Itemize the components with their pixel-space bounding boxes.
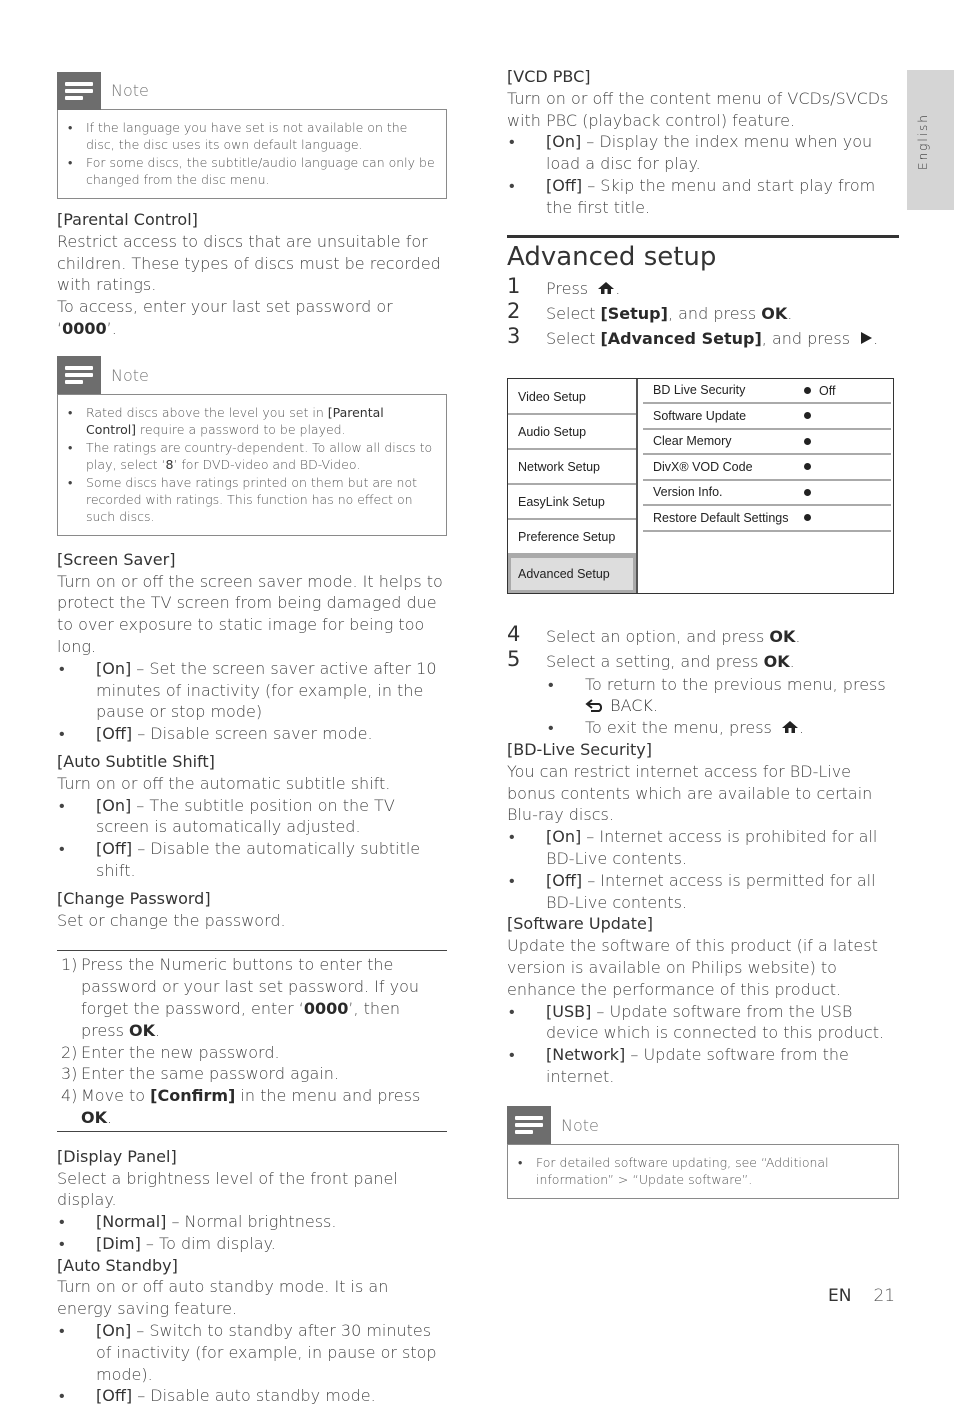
option-item — [507, 870, 899, 914]
section-body: Turn on or off auto standby mode. It is an energy saving feature. — [57, 1277, 389, 1319]
text: [Advanced Setup] — [600, 328, 762, 348]
text: Press the Numeric buttons to enter the password or your last set password. If you forget the password, enter ‘ — [81, 955, 420, 1018]
ok-key: OK — [761, 303, 788, 323]
text: , and press — [761, 328, 851, 348]
option-item — [57, 1233, 447, 1255]
option-label: Restore Default Settings — [653, 510, 789, 525]
text: ’ for DVD-video and BD-Video. — [173, 456, 361, 472]
bullet-icon — [804, 387, 811, 394]
option-label: Software Update — [653, 408, 747, 423]
note-title: Note — [111, 81, 149, 100]
bullet-icon — [804, 489, 811, 496]
text: [Confirm] — [150, 1086, 236, 1106]
section-body: Turn on or off the screen saver mode. It helps to protect the TV screen from being damaged due to over exposure to static image for being too long. — [57, 571, 443, 656]
text: Select — [546, 303, 601, 323]
step-item — [507, 621, 899, 649]
option-label: DivX® VOD Code — [653, 459, 753, 474]
note-list — [58, 110, 446, 198]
step-item — [61, 1063, 447, 1085]
bullet-icon — [804, 438, 811, 445]
section-body: Turn on or off the content menu of VCDs/SVCDs with PBC (playback control) feature. — [507, 88, 889, 130]
sub-item: • To return to the previous menu, press BACK. — [507, 674, 899, 718]
text: . — [154, 1020, 161, 1040]
page-number: 21 — [873, 1286, 896, 1306]
note-header — [57, 357, 447, 395]
section-heading: [VCD PBC] — [507, 67, 591, 86]
option-label: [USB] — [546, 1001, 592, 1021]
advanced-setup-menu-screenshot — [507, 378, 894, 594]
option-list — [507, 1001, 899, 1088]
option-text: – Skip the menu and start play from the first title. — [546, 175, 876, 217]
menu-item-easylink-setup: EasyLink Setup — [508, 487, 636, 520]
note-item — [68, 439, 436, 473]
text: in the menu and press — [235, 1086, 421, 1106]
section-body: Turn on or off the automatic subtitle shift. — [57, 773, 391, 793]
left-column — [57, 72, 447, 1407]
menu-option-divx-vod-code — [643, 455, 891, 481]
text: Enter the same password again. — [81, 1064, 339, 1084]
text: 8 — [165, 456, 174, 472]
option-text: – To dim display. — [140, 1233, 276, 1253]
option-item — [57, 658, 447, 723]
section-heading: [Screen Saver] — [57, 549, 176, 569]
section-change-password — [57, 888, 447, 932]
option-label: [On] — [96, 658, 132, 678]
text: ’, then press — [81, 998, 401, 1040]
step-item: 1 Press . — [507, 273, 621, 298]
text: Select an option, and press — [546, 626, 770, 646]
back-arrow-icon — [585, 698, 605, 712]
section-software-update — [507, 913, 899, 1087]
step-item — [507, 646, 899, 674]
menu-item-preference-setup: Preference Setup — [508, 522, 636, 555]
note-icon — [57, 72, 101, 110]
text: To exit the menu, press — [585, 718, 772, 738]
text: The ratings are country-dependent. To allow all discs to play, select ‘ — [86, 439, 433, 472]
text: . — [789, 651, 795, 671]
option-item — [57, 1211, 447, 1233]
option-text: – The subtitle position on the TV screen is automatically adjusted. — [96, 795, 395, 837]
text: To return to the previous menu, press — [585, 674, 886, 694]
right-column — [507, 66, 899, 1199]
section-screen-saver — [57, 549, 447, 745]
step-number: 2 — [507, 298, 521, 323]
password-steps — [57, 950, 447, 1131]
menu-option-bd-live-security — [643, 379, 891, 405]
section-body: Select a brightness level of the front panel display. — [57, 1168, 398, 1210]
option-label: [Normal] — [96, 1212, 167, 1232]
note-list — [58, 395, 446, 535]
menu-option-version-info — [643, 481, 891, 507]
advanced-steps — [507, 273, 899, 351]
play-right-icon — [859, 331, 873, 345]
page-footer — [828, 1286, 895, 1306]
text: ’. — [106, 318, 117, 338]
step-number: 5 — [507, 646, 521, 671]
code: 0000 — [62, 318, 107, 338]
section-display-panel — [57, 1146, 447, 1255]
option-label: [On] — [96, 795, 132, 815]
option-item — [507, 131, 899, 175]
option-label: Version Info. — [653, 485, 723, 500]
option-label: [Network] — [546, 1045, 626, 1065]
option-text: – Disable the automatically subtitle shift. — [96, 839, 421, 880]
step-item — [61, 1042, 447, 1064]
note-box-language — [57, 72, 447, 199]
section-vcd-pbc — [507, 66, 899, 219]
option-item — [57, 1385, 447, 1407]
section-body: Update the software of this product (if a latest version is available on Philips website) to enhance the performance of this product. — [507, 936, 878, 999]
option-item — [57, 723, 447, 745]
menu-item-network-setup: Network Setup — [508, 452, 636, 485]
text: [Parental Control] — [86, 404, 384, 437]
option-text: – Normal brightness. — [166, 1212, 337, 1232]
option-label: [On] — [96, 1321, 132, 1341]
back-key: BACK — [610, 696, 653, 716]
step-item — [61, 954, 447, 1041]
step-number: 3) — [61, 1064, 78, 1084]
step-number: 4 — [507, 621, 521, 646]
text: . — [107, 1107, 113, 1127]
option-label: [Off] — [546, 870, 583, 890]
section-auto-subtitle-shift — [57, 751, 447, 882]
option-label: [On] — [546, 827, 582, 847]
bullet-icon — [804, 463, 811, 470]
option-list — [57, 1320, 447, 1407]
home-icon — [781, 720, 799, 734]
note-title: Note — [111, 365, 149, 385]
option-text: – Switch to standby after 30 minutes of inactivity (for example, in pause or stop mode). — [96, 1321, 437, 1384]
menu-item-audio-setup: Audio Setup — [508, 417, 636, 450]
text: Enter the new password. — [81, 1042, 280, 1062]
option-list — [57, 658, 447, 745]
text: Select — [546, 328, 601, 348]
option-label: [Dim] — [96, 1233, 141, 1253]
option-label: [Off] — [96, 724, 133, 744]
ok-key: OK — [763, 651, 790, 671]
note-list — [508, 1145, 898, 1198]
note-item: • Some discs have ratings printed on them but are not recorded with ratings. This function has no effect on such discs. — [68, 474, 436, 525]
option-text: – Disable screen saver mode. — [132, 724, 373, 744]
footer-language: EN — [828, 1286, 852, 1306]
option-label: [Off] — [546, 175, 583, 195]
ok-key: OK — [81, 1107, 107, 1127]
note-item: • For detailed software updating, see “Additional information” > “Update software”. — [518, 1154, 888, 1188]
language-label: English — [916, 113, 930, 170]
option-item — [507, 826, 899, 870]
text: require a password to be played. — [136, 421, 346, 437]
text: To access, enter your last set password or ‘ — [57, 297, 393, 338]
menu-categories — [508, 379, 638, 593]
option-label: [Off] — [96, 1386, 133, 1406]
note-box-ratings — [57, 357, 447, 536]
text: Rated discs above the level you set in — [86, 404, 328, 420]
ok-key: OK — [128, 1020, 155, 1040]
option-item — [507, 1001, 899, 1045]
section-parental-control — [57, 209, 447, 340]
section-body: Set or change the password. — [57, 910, 286, 930]
text: . — [795, 626, 801, 646]
text: Move to — [81, 1086, 151, 1106]
menu-item-video-setup: Video Setup — [508, 382, 636, 415]
option-list — [57, 795, 447, 882]
note-item — [68, 404, 436, 438]
bullet-icon — [804, 412, 811, 419]
option-label: Clear Memory — [653, 434, 732, 449]
code: 0000 — [303, 998, 349, 1018]
option-text: – Update software from the internet. — [546, 1045, 849, 1086]
option-text: – Disable auto standby mode. — [132, 1386, 376, 1406]
section-heading: [Display Panel] — [57, 1146, 177, 1166]
note-icon — [57, 356, 101, 394]
text: . — [787, 303, 793, 323]
note-header — [507, 1107, 899, 1145]
bullet-icon — [804, 514, 811, 521]
option-item — [57, 1320, 447, 1385]
section-body: Restrict access to discs that are unsuitable for children. These types of discs must be recorded with ratings. — [57, 231, 441, 295]
option-value: Off — [819, 383, 836, 398]
option-label: BD Live Security — [653, 383, 746, 398]
step-number: 4) — [61, 1086, 78, 1106]
section-heading: [Parental Control] — [57, 210, 198, 229]
menu-options — [643, 379, 891, 532]
menu-option-clear-memory — [643, 430, 891, 456]
ok-key: OK — [769, 626, 796, 646]
step-item — [61, 1085, 447, 1129]
home-icon — [597, 281, 615, 295]
note-header — [57, 72, 447, 110]
menu-item-advanced-setup: Advanced Setup — [508, 555, 636, 593]
option-item — [57, 795, 447, 839]
option-item — [507, 175, 899, 219]
text: , and press — [667, 303, 762, 323]
option-label: [On] — [546, 132, 582, 152]
text: [Setup] — [600, 303, 668, 323]
note-box-software — [507, 1107, 899, 1199]
section-auto-standby — [57, 1255, 447, 1407]
text: Press — [546, 278, 589, 298]
note-item: • For some discs, the subtitle/audio language can only be changed from the disc menu. — [68, 154, 436, 188]
note-item: • If the language you have set is not available on the disc, the disc uses its own default language. — [68, 119, 436, 153]
section-bd-live-security — [507, 739, 899, 913]
option-text: – Internet access is prohibited for all BD-Live contents. — [546, 827, 878, 868]
step-item: 3 Select [Advanced Setup], and press . — [507, 323, 879, 348]
page-title: Advanced setup — [507, 235, 899, 276]
section-heading: [Auto Subtitle Shift] — [57, 751, 215, 771]
section-body: You can restrict internet access for BD-Live bonus contents which are available to certain Blu-ray discs. — [507, 761, 873, 825]
option-list — [507, 131, 899, 218]
option-text: – Update software from the USB device which is connected to this product. — [546, 1001, 885, 1043]
step-number: 2) — [61, 1042, 78, 1062]
option-list — [507, 826, 899, 913]
text: Select a setting, and press — [546, 651, 764, 671]
section-heading: [BD-Live Security] — [507, 739, 653, 759]
option-text: – Set the screen saver active after 10 minutes of inactivity (for example, in the pause or stop mode) — [96, 658, 437, 722]
option-item — [507, 1044, 899, 1088]
step-number: 1 — [507, 273, 521, 298]
language-tab — [907, 70, 954, 210]
menu-option-software-update — [643, 404, 891, 430]
step5-sublist — [507, 674, 899, 739]
step-number: 1) — [61, 955, 78, 975]
sub-item: • To exit the menu, press . — [507, 717, 899, 739]
option-text: – Internet access is permitted for all BD-Live contents. — [546, 870, 876, 912]
note-icon — [507, 1106, 551, 1144]
advanced-steps-continued — [507, 621, 899, 674]
access-instruction — [57, 296, 447, 340]
option-list — [57, 1211, 447, 1255]
section-heading: [Auto Standby] — [57, 1255, 178, 1275]
option-label: [Off] — [96, 839, 133, 859]
step-item — [507, 298, 899, 326]
option-text: – Display the index menu when you load a disc for play. — [546, 132, 873, 174]
step-number: 3 — [507, 323, 521, 348]
note-title: Note — [561, 1115, 599, 1135]
section-heading: [Software Update] — [507, 914, 654, 934]
section-heading: [Change Password] — [57, 888, 211, 908]
option-item — [57, 838, 447, 882]
menu-option-restore-defaults — [643, 506, 891, 532]
